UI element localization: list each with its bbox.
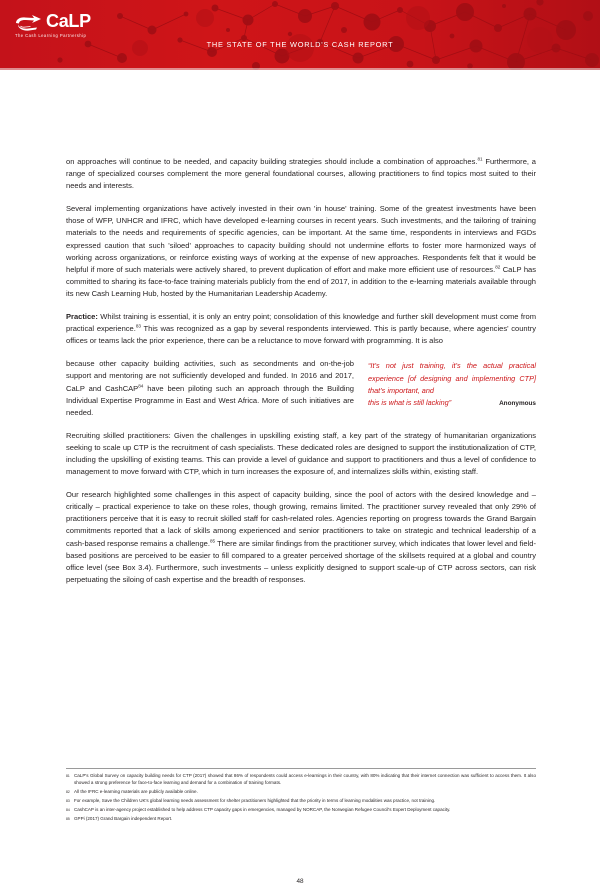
paragraph-2 (66, 203, 536, 300)
paragraph-3-text-after: This was recognized as a gap by several respondents interviewed. This is partly because, where agencies' country offices or teams lack the prior experience, there can be a reluctance to move forward with programming. It is also (66, 324, 536, 346)
paragraph-1-text: on approaches will continue to be needed, and capacity building strategies should include a combination of approaches. (66, 157, 478, 166)
page-number: 48 (296, 878, 304, 885)
footnote-text: CashCAP is an inter-agency project established to help address CTP capacity gaps in emergencies, managed by NORCAP, the Norwegian Refugee Council's Expert Deployment capacity. (74, 806, 451, 812)
paragraph-5-research (66, 489, 536, 586)
pull-quote-line-3: implementing CTP] that’s important, and (368, 373, 536, 395)
footnote-text: For example, Save the Children UK's global learning needs assessment for shelter practitioners highlighted that the priority in terms of learning modalities was practice, not training. (74, 797, 436, 803)
paragraph-2-text-after: CaLP has committed to sharing its face-to-face training materials publicly from the end of 2017, in addition to the e-learning materials available through its new Cash Learning Hub, hosted by the Humanitarian Leadership Academy. (66, 264, 536, 298)
pull-quote-line-4: this is what is still lacking” (368, 397, 452, 407)
footnote-item (66, 798, 536, 805)
pull-quote-last-line-row (368, 397, 536, 410)
calp-wordmark: CaLP (46, 11, 91, 31)
wrap-text-body: because other capacity building activities, such as secondments and on-the-job support and mentoring are not sufficiently developed and funded. In 2016 and 2017, CaLP and CashCAP (66, 359, 354, 393)
paragraph-5-text: Our research highlighted some challenges in this aspect of capacity building, since the pool of actors with the desired knowledge and – critically – practical experience to take on these roles, though growing, remains limited. The practitioner survey revealed that only 29% of practitioners perceive that it is easy to recruit skilled staff for cash-related roles. Agencies reporting on progress towards the Grand Bargain commitments reported that a lack of skills among experienced and senior practitioners to take on strategic and technical leadership of a cash-based response remains a challenge. (66, 490, 536, 548)
footnote-number: 83 (66, 798, 70, 803)
footnote-separator-rule (66, 768, 536, 769)
footnote-ref-85[interactable]: 85 (209, 538, 216, 544)
calp-tagline: The Cash Learning Partnership (15, 33, 87, 38)
footnote-number: 82 (66, 789, 70, 794)
footnote-item (66, 789, 536, 796)
pull-quote-line-1: “It’s not just training, it’s the actual (368, 361, 503, 371)
footnote-ref-84[interactable]: 84 (138, 382, 144, 388)
paragraph-3-text: Whilst training is essential, it is only an entry point; consolidation of this knowledge and further skill development must come from practical experience. (66, 312, 536, 334)
page-header-banner (0, 0, 600, 70)
footnote-number: 85 (66, 816, 70, 821)
pull-quote-attribution: Anonymous (499, 399, 536, 407)
footnote-text: GPPi (2017) Grand Bargain independent Report. (74, 815, 173, 821)
quote-wrap-section (66, 358, 536, 418)
footnote-number: 84 (66, 807, 70, 812)
footnote-text: All the IFRC e-learning materials are publicly available online. (74, 788, 198, 794)
footnote-number: 81 (66, 774, 70, 778)
paragraph-1 (66, 156, 536, 192)
banner-divider (0, 68, 600, 70)
pull-quote (368, 360, 536, 410)
main-text-column (66, 156, 536, 586)
footnote-item (66, 773, 536, 786)
footnotes-section (66, 768, 536, 825)
paragraph-2-text: Several implementing organizations have actively invested in their own 'in house' training. Some of the greatest investments have been those of WFP, UNHCR and IFRC, which have developed e-learning courses in recent years. Such investments, and the tailoring of training materials to the needs and requirements of specific agencies, can be important. At the same time, respondents in interviews and FGDs expressed caution that such 'siloed' approaches to capacity building should not undermine efforts to foster more harmonized ways of working across organizations, or reinforce existing ways of working at the expense of new approaches. Respondents felt that it would be helpful if more of such materials were actively shared, to prevent duplication of effort and make more efficient use of resources. (66, 204, 536, 274)
footnote-text: CaLP's Global Survey on capacity building needs for CTP (2017) showed that 86% of respondents could access e-learnings in their country, with 80% indicating that their internet connection was sufficient to access them. It also showed a strong preference for face-to-face learning and demand for a combination of training formats. (74, 773, 536, 785)
footnote-ref-81[interactable]: 81 (477, 156, 483, 162)
hand-icon (14, 12, 44, 32)
report-title: THE STATE OF THE WORLD'S CASH REPORT (206, 40, 394, 49)
pull-quote-line-2: practical experience [of designing and (368, 361, 536, 383)
footnote-item (66, 816, 536, 823)
wrap-text-after: have been piloting such an approach through the Building Individual Expertise Programme in East and West Africa. More of such initiatives are needed. (66, 383, 354, 417)
paragraph-4-recruiting: Recruiting skilled practitioners: Given the challenges in upskilling existing staff, a key part of the strategy of humanitarian organizations seeking to scale up CTP is the recruitment of cash specialists. These dedicated roles are designed to support the institutionalization of CTP, including the upskilling of existing teams. This can provide a level of guidance and support to practitioners and thus a level of confidence to management to move forward with CTP, which in turn increases the exposure of, and internalizes skills within, existing staff. (66, 430, 536, 477)
footnote-ref-83[interactable]: 83 (135, 323, 141, 329)
practice-lead-in: Practice: (66, 312, 98, 322)
paragraph-5-text-after: There are similar findings from the practitioner survey, which indicates that lower level and field-based positions are perceived to be easier to fill compared to a greater perceived shortage of the skillsets required at a global and country office level (see Box 3.4). Furthermore, such investments – unless explicitly designed to support scale-up of CTP across sectors, can risk perpetuating the siloing of cash expertise and the breadth of responses. (66, 538, 536, 584)
footnote-ref-82[interactable]: 82 (495, 264, 501, 270)
footnote-item (66, 807, 536, 814)
paragraph-3-practice (66, 311, 536, 347)
paragraph-1-text-after: Furthermore, a range of specialized courses complement the more general foundational courses, allowing practitioners to find topics most suited to their needs and interests. (66, 157, 536, 191)
